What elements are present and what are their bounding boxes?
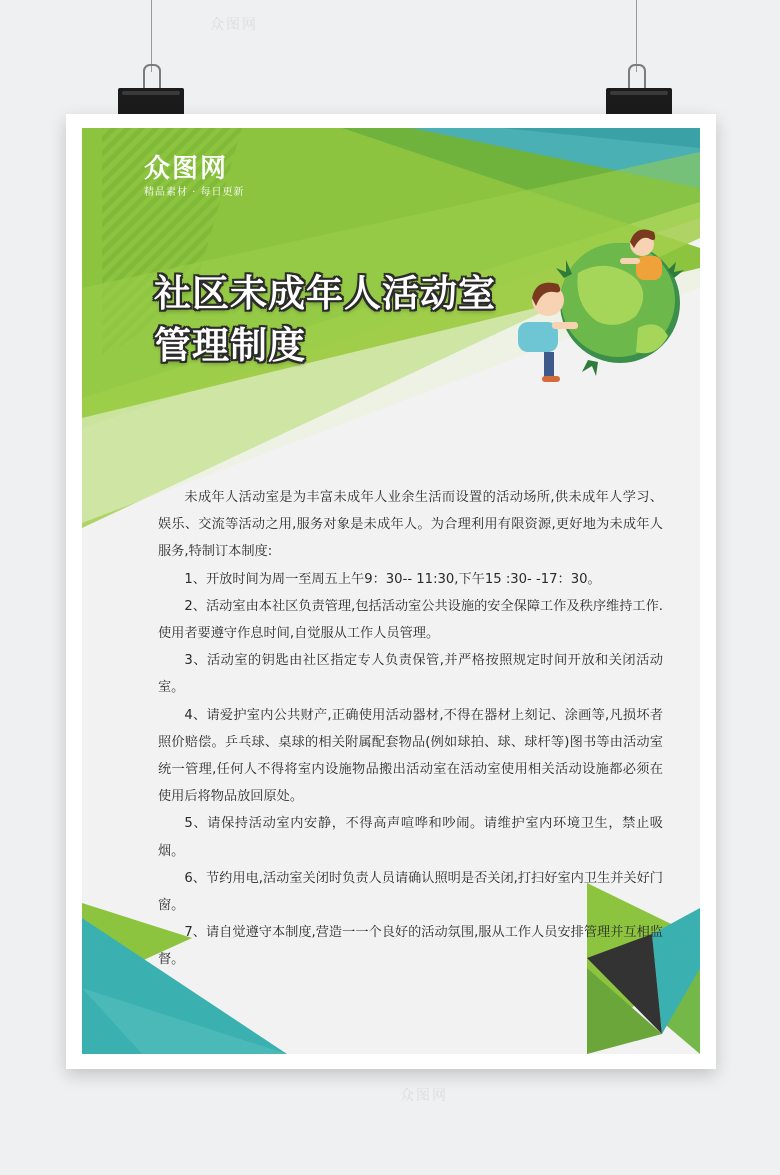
hanging-wire-left <box>151 0 152 72</box>
hanging-wire-right <box>636 0 637 72</box>
kids-globe-illustration <box>518 218 688 398</box>
brand-logo <box>144 148 245 198</box>
rule-item: 7、请自觉遵守本制度,营造一一个良好的活动氛围,服从工作人员安排管理并互相监督。 <box>158 925 663 968</box>
regulations-text <box>158 484 663 974</box>
rule-item: 4、请爱护室内公共财产,正确使用活动器材,不得在器材上刻记、涂画等,凡损坏者照价赔偿。乒乓球、桌球的相关附属配套物品(例如球拍、球、球杆等)图书等由活动室统一管理,任何人不得将室内设施物品搬出活动室在活动室使用相关活动设施都必须在使用后将物品放回原处。 <box>158 707 663 805</box>
poster <box>66 114 716 1069</box>
intro-paragraph: 未成年人活动室是为丰富未成年人业余生活而设置的活动场所,供未成年人学习、娱乐、交流等活动之用,服务对象是未成年人。为合理利用有限资源,更好地为未成年人服务,特制订本制度: <box>158 490 663 560</box>
title-line-1: 社区未成年人活动室 <box>154 272 496 315</box>
watermark: 众图网 <box>400 1088 448 1104</box>
logo-tagline: 精品素材 · 每日更新 <box>144 187 245 198</box>
poster-content-area <box>82 128 700 1054</box>
rule-item: 2、活动室由本社区负责管理,包括活动室公共设施的安全保障工作及秩序维持工作.使用者要遵守作息时间,自觉服从工作人员管理。 <box>158 598 663 642</box>
rule-item: 3、活动室的钥匙由社区指定专人负责保管,并严格按照规定时间开放和关闭活动室。 <box>158 653 663 696</box>
rule-item: 6、节约用电,活动室关闭时负责人员请确认照明是否关闭,打扫好室内卫生并关好门窗。 <box>158 870 663 914</box>
rule-item: 1、开放时间为周一至周五上午9：30-- 11:30,下午15 :30- -17：30。 <box>184 571 601 587</box>
logo-name: 众图网 <box>144 154 229 184</box>
rule-item: 5、请保持活动室内安静，不得高声喧哗和吵闹。请维护室内环境卫生，禁止吸烟。 <box>158 816 663 859</box>
watermark: 众图网 <box>210 17 258 33</box>
title-line-2: 管理制度 <box>154 324 306 367</box>
poster-title <box>154 268 496 372</box>
